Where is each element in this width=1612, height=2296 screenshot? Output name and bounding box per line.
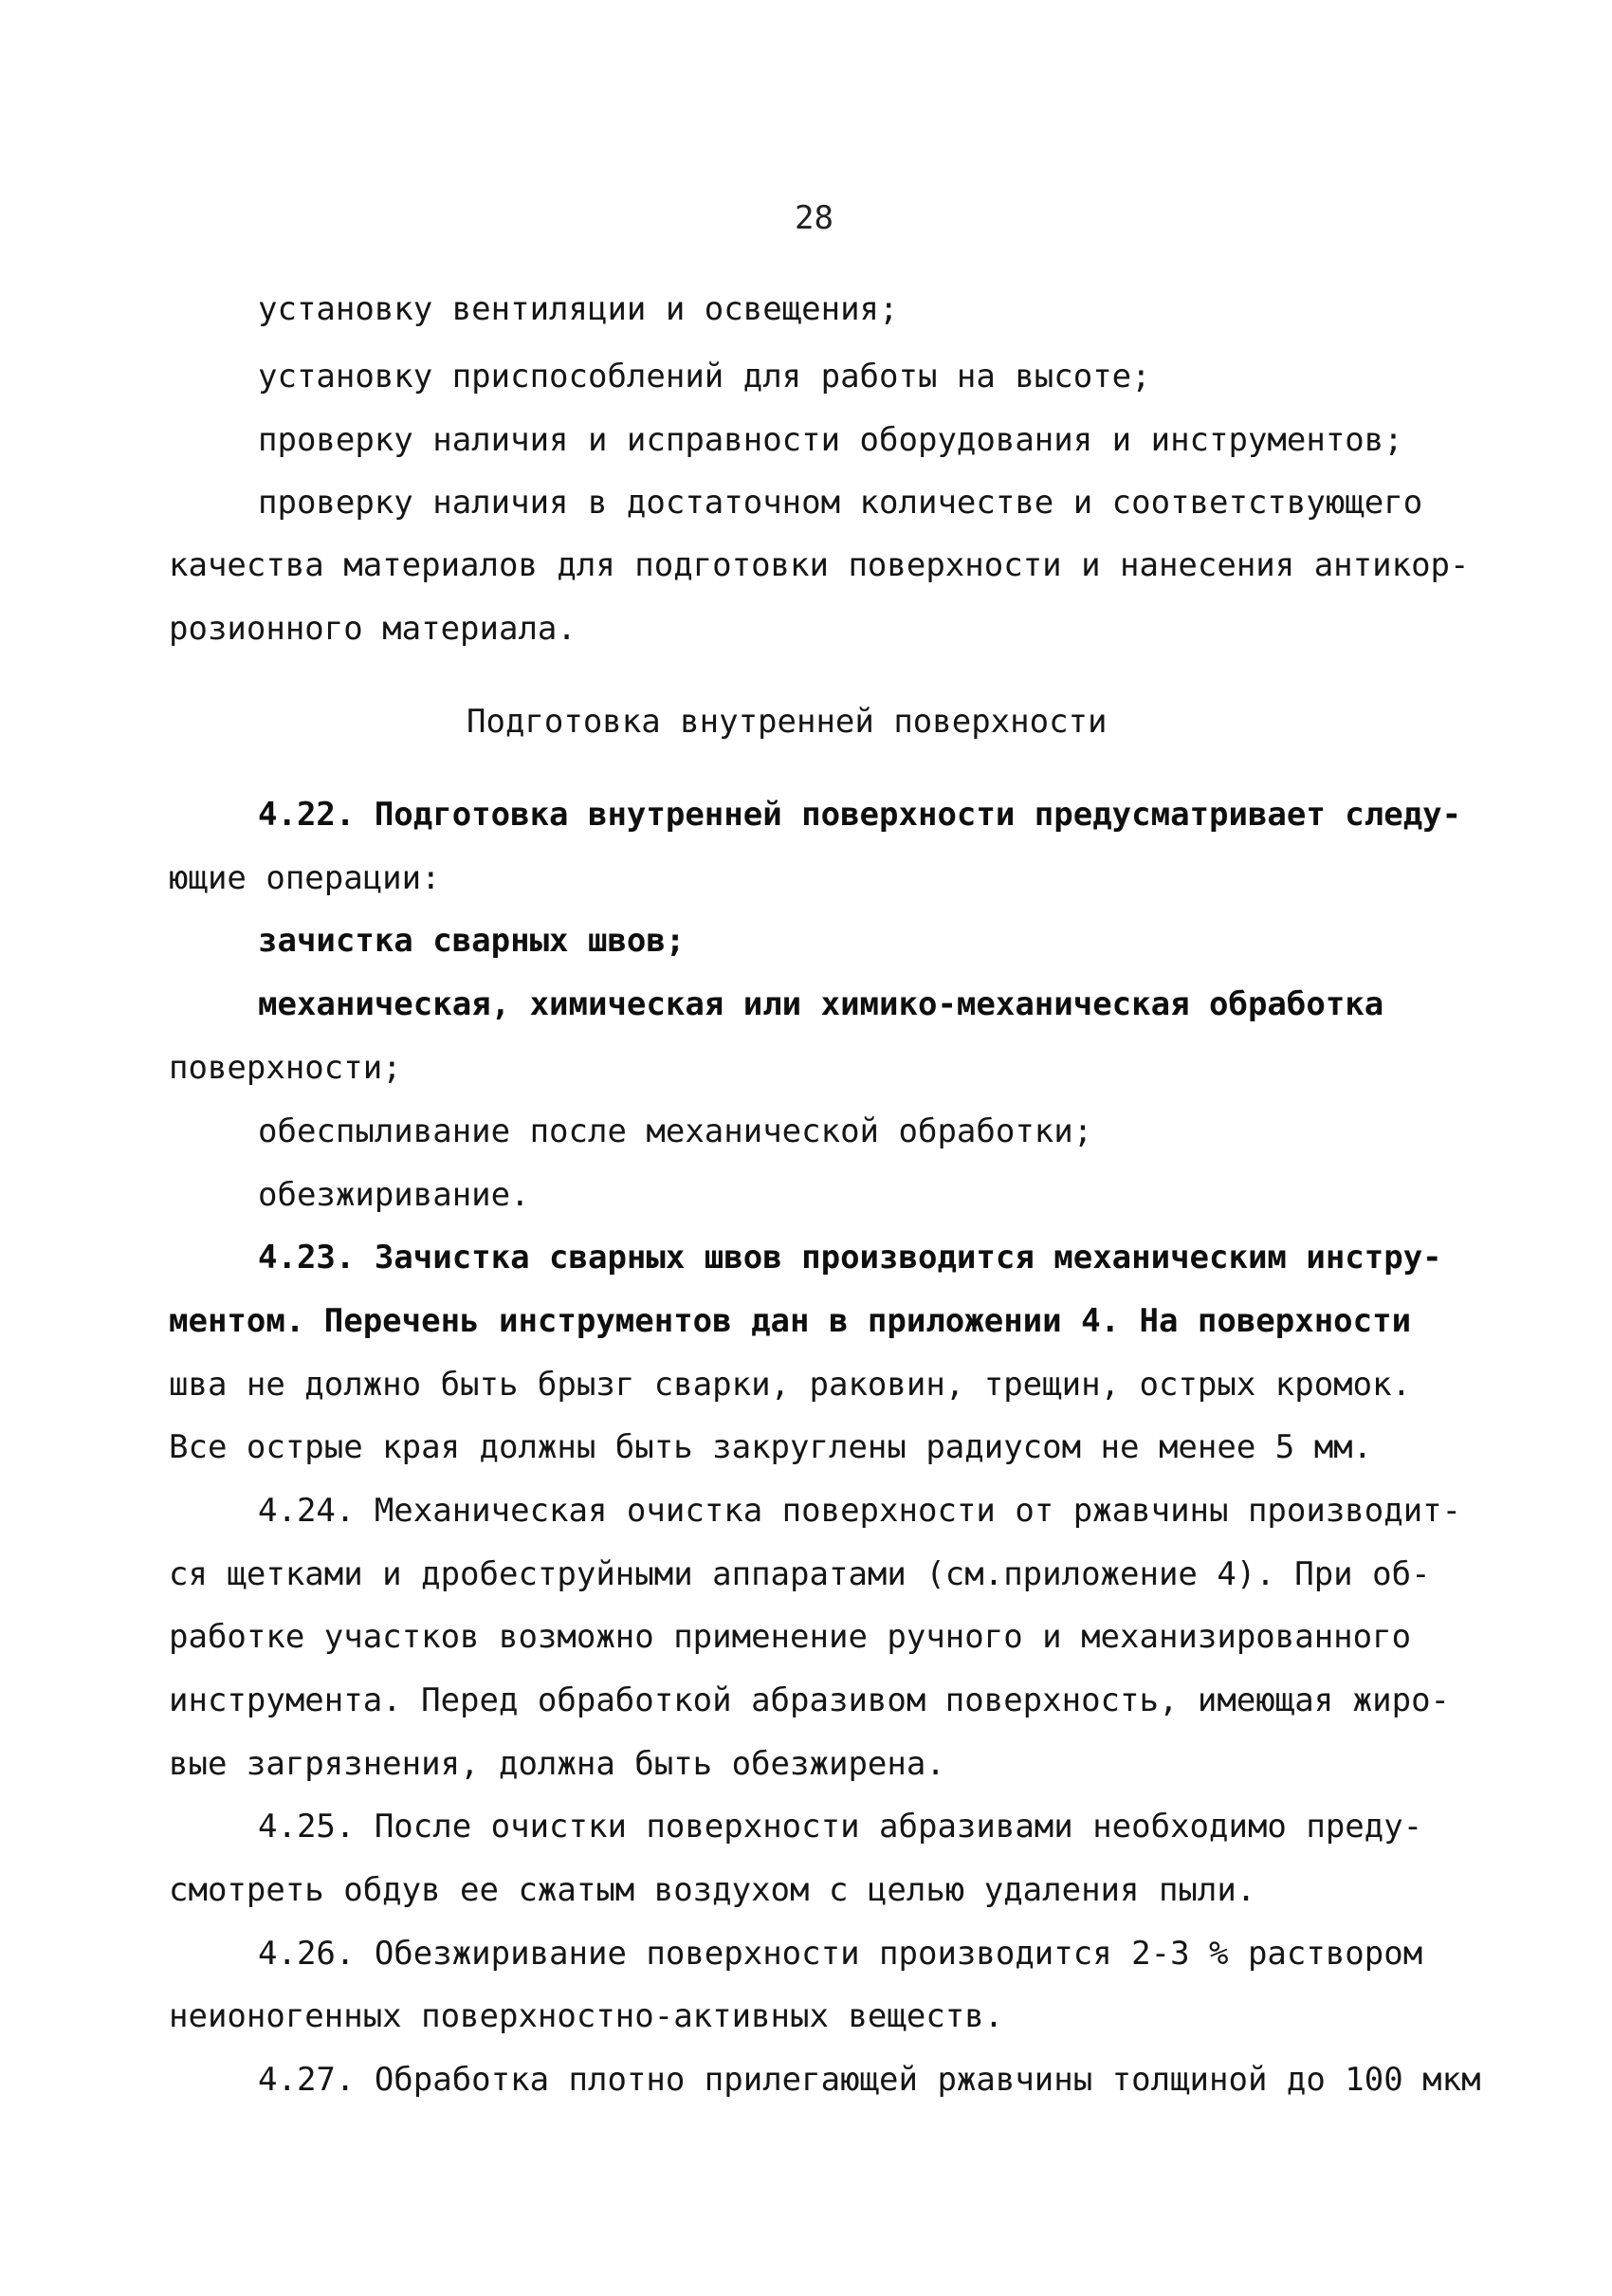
text-line: смотреть обдув ее сжатым воздухом с целью удаления пыли. <box>169 1871 1256 1909</box>
text-line: проверку наличия в достаточном количестве и соответствующего <box>258 484 1423 522</box>
text-line: 4.24. Механическая очистка поверхности от ржавчины производит- <box>258 1492 1462 1530</box>
text-line: установку приспособлений для работы на высоте; <box>258 358 1151 395</box>
text-line: ющие операции: <box>169 859 441 897</box>
text-line: розионного материала. <box>169 610 577 648</box>
text-line: ся щетками и дробеструйными аппаратами (см.приложение 4). При об- <box>169 1555 1431 1593</box>
text-line: ментом. Перечень инструментов дан в приложении 4. На поверхности <box>169 1302 1412 1340</box>
text-line: 4.26. Обезжиривание поверхности производится 2-3 % раствором <box>258 1935 1423 1973</box>
text-line: шва не должно быть брызг сварки, раковин, трещин, острых кромок. <box>169 1366 1412 1404</box>
text-line: Все острые края должны быть закруглены радиусом не менее 5 мм. <box>169 1428 1373 1466</box>
text-line: обезжиривание. <box>258 1176 530 1214</box>
text-line: инструмента. Перед обработкой абразивом поверхность, имеющая жиро- <box>169 1681 1451 1719</box>
text-line: качества материалов для подготовки поверхности и нанесения антикор- <box>169 546 1470 584</box>
text-line: вые загрязнения, должна быть обезжирена. <box>169 1745 945 1783</box>
text-line: проверку наличия и исправности оборудования и инструментов; <box>258 421 1403 459</box>
text-line: обеспыливание после механической обработки; <box>258 1112 1093 1150</box>
text-line: установку вентиляции и освещения; <box>258 290 899 328</box>
page-number: 28 <box>795 199 833 237</box>
text-line: зачистка сварных швов; <box>258 922 686 960</box>
section-heading: Подготовка внутренней поверхности <box>467 703 1108 741</box>
text-line: 4.25. После очистки поверхности абразивами необходимо преду- <box>258 1808 1423 1846</box>
text-line: работке участков возможно применение ручного и механизированного <box>169 1618 1412 1656</box>
text-line: 4.27. Обработка плотно прилегающей ржавчины толщиной до 100 мкм <box>258 2061 1481 2099</box>
text-line: неионогенных поверхностно-активных веществ. <box>169 1997 1004 2035</box>
text-line: 4.23. Зачистка сварных швов производится механическим инстру- <box>258 1239 1442 1277</box>
text-line: поверхности; <box>169 1049 402 1087</box>
text-line: 4.22. Подготовка внутренней поверхности предусматривает следу- <box>258 796 1462 834</box>
text-line: механическая, химическая или химико-механическая обработка <box>258 985 1384 1023</box>
